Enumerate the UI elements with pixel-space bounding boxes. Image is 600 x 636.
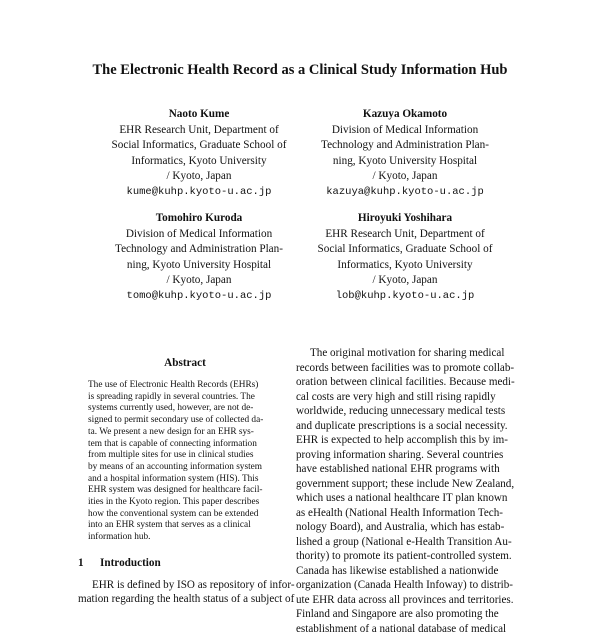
affiliation-line: Division of Medical Information — [84, 227, 314, 243]
affiliation-line: ning, Kyoto University Hospital — [84, 258, 314, 274]
affiliation-line: ning, Kyoto University Hospital — [290, 154, 520, 170]
body-line: lished a group (National e-Health Transition Au- — [296, 535, 528, 550]
abstract-line: from multiple sites for use in clinical studies — [88, 450, 282, 462]
author-email: lob@kuhp.kyoto-u.ac.jp — [290, 289, 520, 305]
author-name: Kazuya Okamoto — [290, 107, 520, 123]
abstract-heading: Abstract — [90, 357, 280, 369]
body-line: have established national EHR programs with — [296, 462, 528, 477]
author-block-3 — [84, 211, 314, 305]
body-line: The original motivation for sharing medical — [296, 346, 528, 361]
author-email: tomo@kuhp.kyoto-u.ac.jp — [84, 289, 314, 305]
author-block-2 — [290, 107, 520, 201]
abstract-line: how the conventional system can be extended — [88, 509, 282, 521]
abstract-body — [88, 380, 282, 544]
body-line: thority) to promote its patient-controlled system. — [296, 549, 528, 564]
affiliation-line: / Kyoto, Japan — [290, 273, 520, 289]
abstract-line: The use of Electronic Health Records (EHRs) — [88, 380, 282, 392]
body-line: EHR is defined by ISO as repository of infor- — [78, 578, 292, 592]
abstract-line: by means of an accounting information system — [88, 462, 282, 474]
author-block-4 — [290, 211, 520, 305]
abstract-line: signed to permit secondary use of collected da- — [88, 415, 282, 427]
body-line: proving information sharing. Several countries — [296, 448, 528, 463]
abstract-line: ta. We present a new design for an EHR sys- — [88, 427, 282, 439]
abstract-line: ities in the Kyoto region. This paper describes — [88, 497, 282, 509]
body-line: mation regarding the health status of a subject of — [78, 592, 292, 606]
body-line: establishment of a national database of medical — [296, 622, 528, 636]
body-line: Canada has likewise established a nationwide — [296, 564, 528, 579]
body-line: which uses a national healthcare IT plan known — [296, 491, 528, 506]
author-name: Tomohiro Kuroda — [84, 211, 314, 227]
affiliation-line: EHR Research Unit, Department of — [290, 227, 520, 243]
body-line: ute EHR data across all provinces and territories. — [296, 593, 528, 608]
affiliation-line: Division of Medical Information — [290, 123, 520, 139]
body-line: oration between clinical facilities. Because medi- — [296, 375, 528, 390]
author-name: Naoto Kume — [84, 107, 314, 123]
body-line: nology Board), and Australia, which has estab- — [296, 520, 528, 535]
body-line: worldwide, reducing unnecessary medical tests — [296, 404, 528, 419]
author-email: kazuya@kuhp.kyoto-u.ac.jp — [290, 185, 520, 201]
affiliation-line: / Kyoto, Japan — [84, 273, 314, 289]
author-name: Hiroyuki Yoshihara — [290, 211, 520, 227]
abstract-line: is spreading rapidly in several countries. The — [88, 392, 282, 404]
body-line: records between facilities was to promote collab- — [296, 361, 528, 376]
affiliation-line: Informatics, Kyoto University — [84, 154, 314, 170]
section-title: Introduction — [100, 557, 161, 569]
abstract-line: into an EHR system that serves as a clinical — [88, 520, 282, 532]
right-column-text — [296, 346, 528, 636]
body-line: organization (Canada Health Infoway) to distrib- — [296, 578, 528, 593]
affiliation-line: / Kyoto, Japan — [84, 169, 314, 185]
section-heading-introduction — [78, 557, 288, 569]
affiliation-line: Social Informatics, Graduate School of — [84, 138, 314, 154]
paper-title: The Electronic Health Record as a Clinical Study Information Hub — [0, 62, 600, 79]
section-number: 1 — [78, 557, 100, 569]
abstract-line: tem that is capable of connecting information — [88, 439, 282, 451]
body-line: as eHealth (National Health Information Tech- — [296, 506, 528, 521]
body-line: and duplicate prescriptions is a social necessity. — [296, 419, 528, 434]
affiliation-line: Social Informatics, Graduate School of — [290, 242, 520, 258]
abstract-line: information hub. — [88, 532, 282, 544]
affiliation-line: Technology and Administration Plan- — [290, 138, 520, 154]
body-line: cal costs are very high and still rising rapidly — [296, 390, 528, 405]
body-line: government support; these include New Zealand, — [296, 477, 528, 492]
abstract-line: and a hospital information system (HIS). This — [88, 474, 282, 486]
body-line: Finland and Singapore are also promoting the — [296, 607, 528, 622]
abstract-line: systems currently used, however, are not de- — [88, 403, 282, 415]
affiliation-line: Technology and Administration Plan- — [84, 242, 314, 258]
affiliation-line: EHR Research Unit, Department of — [84, 123, 314, 139]
affiliation-line: Informatics, Kyoto University — [290, 258, 520, 274]
author-block-1 — [84, 107, 314, 201]
affiliation-line: / Kyoto, Japan — [290, 169, 520, 185]
body-line: EHR is expected to help accomplish this by im- — [296, 433, 528, 448]
abstract-line: EHR system was designed for healthcare facil- — [88, 485, 282, 497]
introduction-body — [78, 578, 292, 607]
author-email: kume@kuhp.kyoto-u.ac.jp — [84, 185, 314, 201]
